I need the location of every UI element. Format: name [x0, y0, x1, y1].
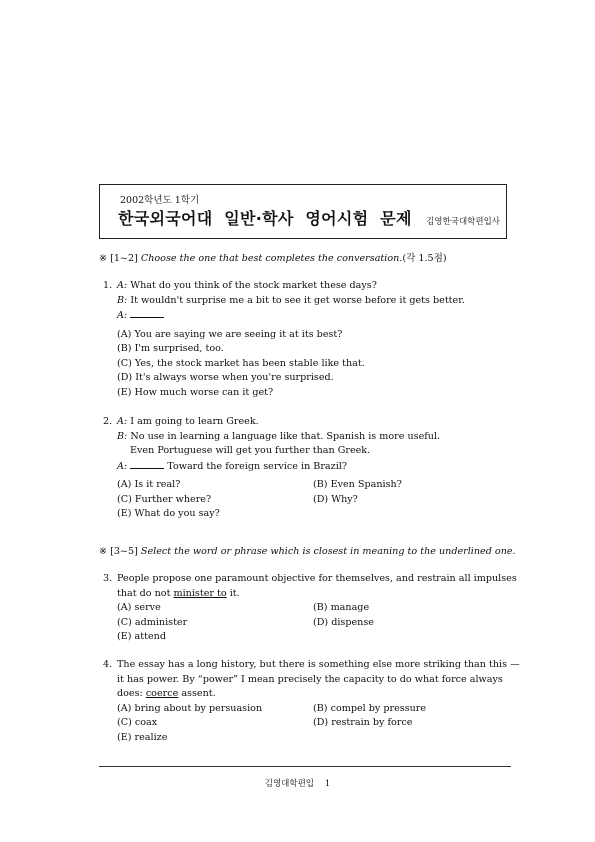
question-2: 2. A: I am going to learn Greek. B: No use in learning a language like that. Spanish is more useful. Even Portuguese will get you further than Greek. A: Toward the foreign service in Brazil? (A) Is it real? (B) Even Spanish? (C) Further where? (D) Why? (E) What do you say? — [103, 415, 511, 522]
option-e: (E) How much worse can it get? — [117, 386, 274, 398]
exam-title: 한국외국어대 일반·학사 영어시험 문제 — [118, 209, 412, 228]
options-grid — [103, 601, 511, 645]
option-d: (D) dispense — [313, 616, 374, 628]
option-b: (B) Even Spanish? — [313, 479, 402, 490]
question-number: 4. — [103, 659, 113, 670]
footer-publisher: 김영대학편입 — [264, 779, 315, 789]
option-c: (C) coax — [117, 717, 158, 728]
option-b: (B) I'm surprised, too. — [117, 343, 224, 354]
option-d: (D) Why? — [313, 493, 358, 505]
option-a: (A) You are saying we are seeing it at its best? — [117, 328, 343, 340]
exam-header-box — [99, 184, 507, 239]
option-e: (E) attend — [117, 631, 166, 642]
option-c: (C) Further where? — [117, 493, 212, 505]
option-d: (D) restrain by force — [313, 717, 413, 728]
option-b: (B) compel by pressure — [313, 702, 427, 714]
header-publisher: 김영한국대학편입사 — [426, 217, 500, 227]
answer-blank — [130, 459, 164, 469]
options-grid — [103, 478, 511, 522]
question-number: 2. — [103, 416, 113, 427]
page-footer — [0, 777, 595, 789]
option-e: (E) realize — [117, 731, 168, 743]
answer-blank — [130, 308, 164, 318]
page-number: 1 — [324, 779, 331, 789]
option-c: (C) administer — [117, 616, 188, 628]
underlined-word: coerce — [145, 688, 179, 699]
section2-instruction: ※ [3~5] Select the word or phrase which is closest in meaning to the underlined one. — [99, 546, 516, 557]
option-b: (B) manage — [313, 602, 370, 613]
question-4: 4. The essay has a long history, but there is something else more striking than this — it has power. By “power” I mean precisely the capacity to do what force always does: coerce assent. (A) bring about by persuasion (B) compel by pressure (C) coax (D) restrain by force (E) realize — [103, 658, 511, 745]
underlined-phrase: minister to — [173, 587, 227, 599]
options-grid — [103, 702, 511, 746]
option-a: (A) Is it real? — [117, 479, 181, 490]
option-a: (A) serve — [117, 602, 161, 613]
section1-instruction: ※ [1~2] Choose the one that best completes the conversation.(각 1.5점) — [99, 253, 447, 264]
exam-year: 2002학년도 1학기 — [120, 195, 200, 206]
question-1: 1. A: What do you think of the stock market these days? B: It wouldn't surprise me a bit to see it get worse before it gets better. A: (A) You are saying we are seeing it at its best? (B) I'm surprised, too. (C) Yes, the stock market has been stable like that. (D) It's always worse when you're surprised. (E) How much worse can it get? — [103, 279, 511, 400]
footer-divider — [99, 766, 511, 767]
question-3: 3. People propose one paramount objective for themselves, and restrain all impulses that do not minister to it. (A) serve (B) manage (C) administer (D) dispense (E) attend — [103, 572, 511, 645]
question-number: 1. — [103, 280, 113, 291]
option-a: (A) bring about by persuasion — [117, 702, 263, 714]
option-c: (C) Yes, the stock market has been stable like that. — [117, 357, 365, 369]
option-d: (D) It's always worse when you're surprised. — [117, 372, 334, 383]
option-e: (E) What do you say? — [117, 508, 220, 519]
question-number: 3. — [103, 573, 113, 584]
